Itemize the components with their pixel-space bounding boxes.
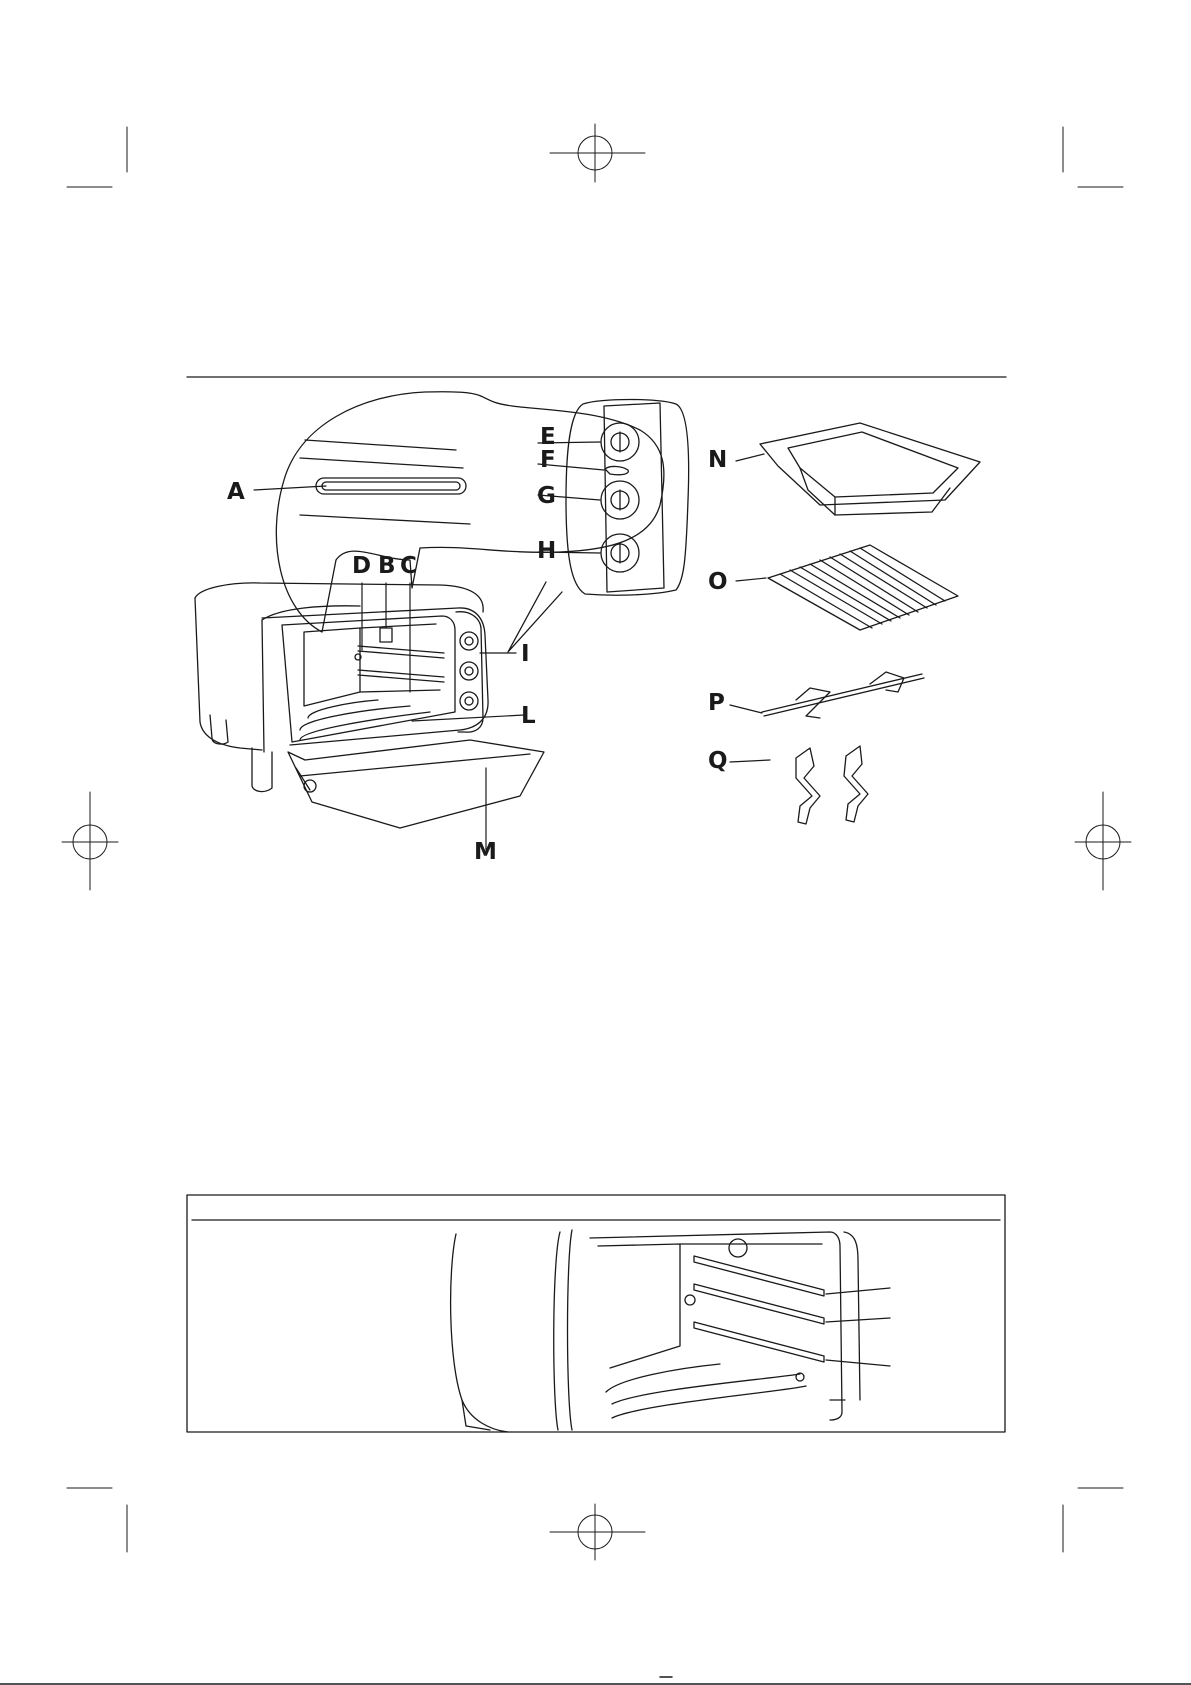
label-B: B [378, 553, 396, 579]
label-C: C [400, 553, 417, 579]
accessory-tray-handles [796, 746, 868, 824]
label-F: F [540, 447, 556, 473]
label-H: H [537, 538, 557, 564]
label-D: D [352, 553, 372, 579]
registration-mark-right [1075, 792, 1131, 890]
oven-door [288, 740, 544, 828]
registration-mark-top [550, 124, 645, 182]
registration-mark-left [62, 792, 118, 890]
label-M: M [474, 839, 497, 865]
accessory-drip-tray [760, 423, 980, 515]
control-panel-callout [508, 400, 689, 653]
label-I: I [521, 641, 530, 667]
label-E: E [540, 424, 556, 450]
accessory-rotisserie-spit [762, 672, 924, 718]
registration-mark-bottom [550, 1504, 645, 1560]
label-L: L [521, 703, 536, 729]
rack-position-detail-box [187, 1195, 1005, 1432]
label-N: N [708, 447, 728, 473]
label-A: A [227, 479, 245, 505]
label-O: O [708, 569, 728, 595]
oven-body [195, 583, 488, 792]
label-Q: Q [708, 748, 728, 774]
leader-lines [254, 442, 770, 850]
accessory-wire-rack [768, 545, 958, 630]
label-G: G [537, 483, 556, 509]
crop-marks [67, 127, 1123, 1552]
label-P: P [708, 690, 725, 716]
